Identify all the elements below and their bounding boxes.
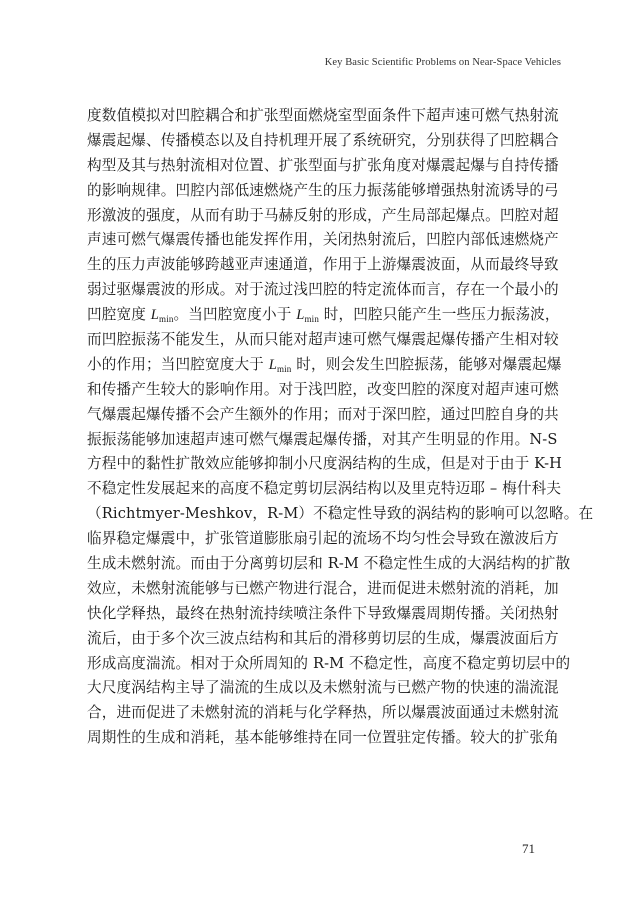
running-head: Key Basic Scientific Problems on Near-Space Vehicles [324, 57, 561, 68]
text-fragment: 。当凹腔宽度小于 [173, 306, 297, 324]
text-fragment: 凹腔宽度 [87, 306, 151, 324]
text-line: 弱过驱爆震波的形成。对于流过浅凹腔的特定流体而言，存在一个最小的 [87, 281, 559, 299]
variable-symbol: L [150, 307, 160, 324]
text-line: 而凹腔振荡不能发生，从而只能对超声速可燃气爆震起爆传播产生相对较 [87, 331, 559, 349]
text-line: 周期性的生成和消耗，基本能够维持在同一位置驻定传播。较大的扩张角 [87, 729, 559, 747]
text-line: 方程中的黏性扩散效应能够抑制小尺度涡结构的生成，但是对于由于 K-H [87, 455, 563, 473]
variable-symbol: L [268, 356, 277, 373]
text-line: 效应，未燃射流能够与已燃产物进行混合，进而促进未燃射流的消耗，加 [87, 579, 559, 597]
text-line-with-variable [87, 303, 560, 328]
text-line-with-variable [87, 353, 562, 378]
text-line: 流后，由于多个次三波点结构和其后的滑移剪切层的生成，爆震波面后方 [87, 629, 559, 647]
text-line: 气爆震起爆传播不会产生额外的作用；而对于深凹腔，通过凹腔自身的共 [87, 405, 559, 423]
page-number: 71 [522, 841, 535, 856]
text-fragment: 时，则会发生凹腔振荡，能够对爆震起爆 [291, 355, 562, 373]
variable-l-min [151, 307, 174, 323]
text-line: 爆震起爆、传播模态以及自持机理开展了系统研究，分别获得了凹腔耦合 [87, 131, 559, 149]
variable-l-min [296, 307, 319, 323]
text-line: 度数值模拟对凹腔耦合和扩张型面燃烧室型面条件下超声速可燃气热射流 [87, 107, 559, 124]
text-line: 声速可燃气爆震传播也能发挥作用，关闭热射流后，凹腔内部低速燃烧产 [87, 231, 559, 249]
variable-subscript: min [277, 363, 292, 374]
text-line: 的影响规律。凹腔内部低速燃烧产生的压力振荡能够增强热射流诱导的弓 [87, 181, 559, 199]
text-line: 构型及其与热射流相对位置、扩张型面与扩张角度对爆震起爆与自持传播 [87, 156, 559, 174]
variable-l-min [269, 357, 292, 373]
text-fragment: 小的作用；当凹腔宽度大于 [87, 355, 269, 373]
variable-symbol: L [296, 307, 305, 324]
variable-subscript: min [304, 314, 319, 325]
text-line: 快化学释热，最终在热射流持续喷注条件下导致爆震周期传播。关闭热射 [87, 604, 559, 622]
text-line: 不稳定性发展起来的高度不稳定剪切层涡结构以及里克特迈耶 – 梅什科夫 [87, 480, 562, 498]
text-line: （Richtmyer-Meshkov，R-M）不稳定性导致的涡结构的影响可以忽略。在 [87, 505, 594, 523]
text-fragment: 时，凹腔只能产生一些压力振荡波， [318, 306, 560, 324]
variable-subscript: min [159, 314, 174, 325]
text-line: 振振荡能够加速超声速可燃气爆震起爆传播，对其产生明显的作用。N-S [87, 430, 558, 448]
text-line: 生成未燃射流。而由于分离剪切层和 R-M 不稳定性生成的大涡结构的扩散 [87, 555, 571, 573]
body-text [87, 104, 594, 751]
text-line: 形激波的强度，从而有助于马赫反射的形成，产生局部起爆点。凹腔对超 [87, 206, 559, 224]
text-line: 生的压力声波能够跨越亚声速通道，作用于上游爆震波面，从而最终导致 [87, 256, 559, 274]
text-line: 合，进而促进了未燃射流的消耗与化学释热，所以爆震波面通过未燃射流 [87, 704, 559, 722]
text-line: 形成高度湍流。相对于众所周知的 R-M 不稳定性，高度不稳定剪切层中的 [87, 654, 571, 672]
text-line: 和传播产生较大的影响作用。对于浅凹腔，改变凹腔的深度对超声速可燃 [87, 380, 559, 398]
text-line: 大尺度涡结构主导了湍流的生成以及未燃射流与已燃产物的快速的湍流混 [87, 679, 559, 697]
text-line: 临界稳定爆震中，扩张管道膨胀扇引起的流场不均匀性会导致在激波后方 [87, 530, 559, 548]
